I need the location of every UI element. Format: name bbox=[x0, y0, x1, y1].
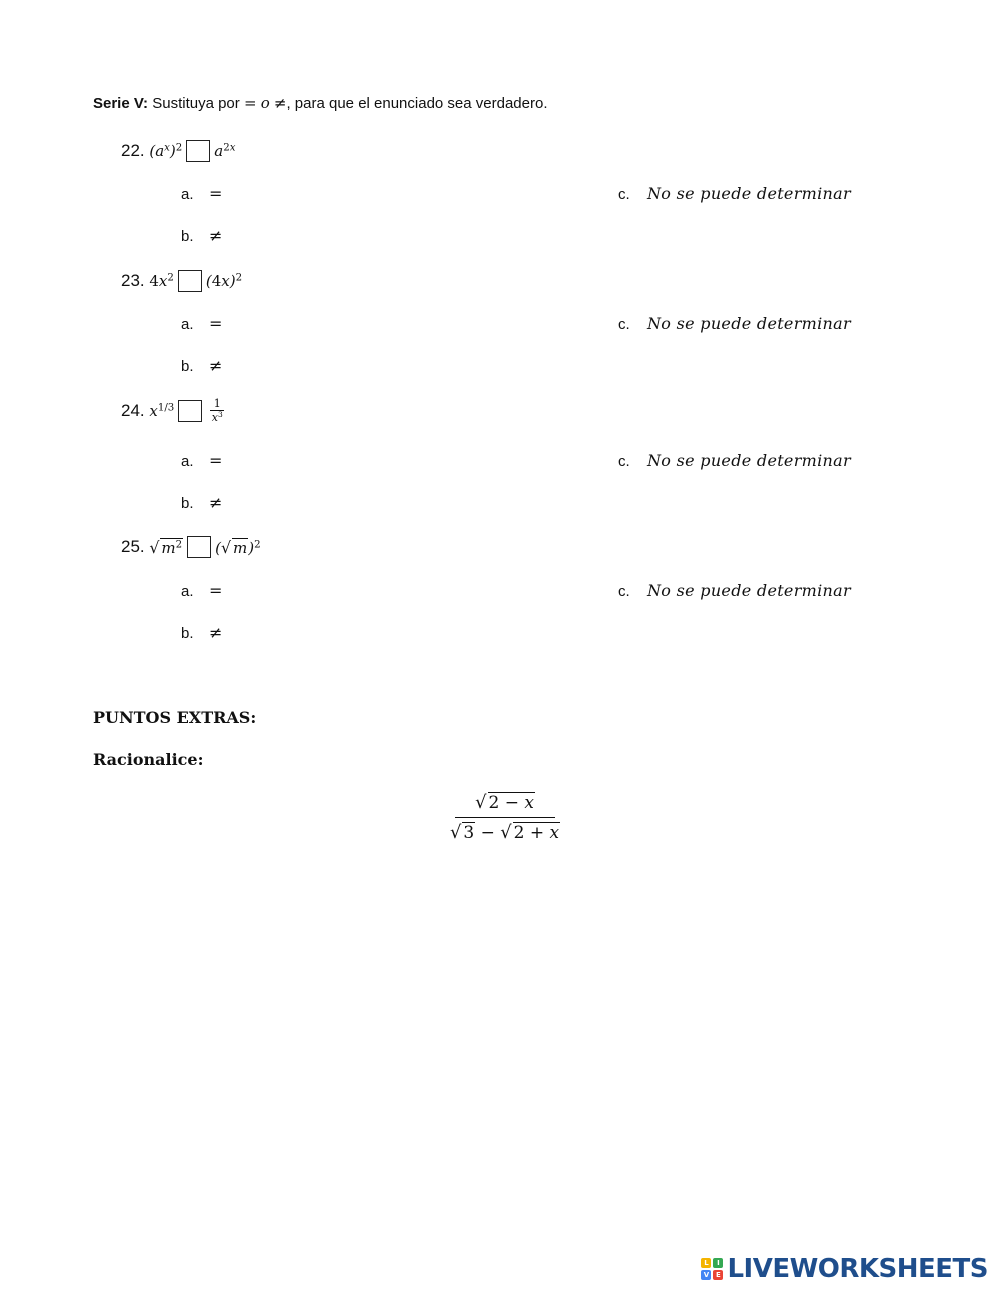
option-b[interactable]: ≠ bbox=[209, 226, 223, 245]
series-header bbox=[93, 94, 548, 112]
option-b[interactable]: ≠ bbox=[209, 623, 223, 642]
option-b-letter: b. bbox=[181, 228, 194, 245]
numerator: √ 2 − x bbox=[475, 792, 534, 813]
option-a[interactable]: = bbox=[209, 581, 223, 600]
not-equals-symbol: ≠ bbox=[273, 94, 287, 112]
option-c-letter: c. bbox=[618, 316, 630, 333]
option-a-letter: a. bbox=[181, 186, 194, 203]
option-c[interactable]: No se puede determinar bbox=[647, 451, 851, 470]
expression-right: $a^{2x}$ bbox=[214, 142, 236, 160]
liveworksheets-logo bbox=[701, 1254, 988, 1284]
question-25 bbox=[121, 536, 261, 558]
extras-title: PUNTOS EXTRAS: bbox=[93, 708, 257, 727]
option-c-letter: c. bbox=[618, 583, 630, 600]
question-22 bbox=[121, 140, 235, 162]
logo-mark-icon: L I V E bbox=[701, 1258, 723, 1280]
answer-box[interactable] bbox=[178, 400, 202, 422]
option-a[interactable]: = bbox=[209, 314, 223, 333]
option-a-letter: a. bbox=[181, 316, 194, 333]
option-c[interactable]: No se puede determinar bbox=[647, 184, 851, 203]
or-symbol: o bbox=[260, 94, 270, 112]
expression-right: ( √ m )$^2$ bbox=[215, 537, 261, 557]
question-number: 24. bbox=[121, 400, 145, 420]
expression-left: √ $m^2$ bbox=[149, 537, 183, 557]
answer-box[interactable] bbox=[187, 536, 211, 558]
option-a[interactable]: = bbox=[209, 184, 223, 203]
extras-instruction: Racionalice: bbox=[93, 750, 204, 769]
expression-right: $\frac{1}{x^3}$ bbox=[211, 397, 223, 424]
denominator: √ 3 − √ 2 + x bbox=[450, 822, 560, 843]
option-c[interactable]: No se puede determinar bbox=[647, 581, 851, 600]
expression-left: $4x^2$ bbox=[149, 272, 174, 290]
option-a-letter: a. bbox=[181, 583, 194, 600]
fraction-bar bbox=[455, 817, 555, 818]
option-a-letter: a. bbox=[181, 453, 194, 470]
question-number: 22. bbox=[121, 141, 145, 160]
option-b-letter: b. bbox=[181, 625, 194, 642]
option-c-letter: c. bbox=[618, 453, 630, 470]
question-number: 25. bbox=[121, 537, 145, 556]
option-b[interactable]: ≠ bbox=[209, 356, 223, 375]
option-c-letter: c. bbox=[618, 186, 630, 203]
question-24 bbox=[121, 398, 224, 423]
rationalize-expression bbox=[450, 792, 560, 843]
series-instruction-pre: Sustituya por bbox=[152, 95, 240, 112]
series-instruction-post: , para que el enunciado sea verdadero. bbox=[286, 95, 548, 112]
question-23 bbox=[121, 270, 242, 292]
expression-left: $x^{1/3}$ bbox=[149, 401, 175, 420]
expression-right: $(4x)^2$ bbox=[205, 272, 243, 290]
option-b-letter: b. bbox=[181, 495, 194, 512]
series-label: Serie V: bbox=[93, 95, 149, 112]
question-number: 23. bbox=[121, 271, 145, 290]
option-b[interactable]: ≠ bbox=[209, 493, 223, 512]
option-a[interactable]: = bbox=[209, 451, 223, 470]
logo-text: LIVEWORKSHEETS bbox=[727, 1254, 988, 1284]
answer-box[interactable] bbox=[178, 270, 202, 292]
answer-box[interactable] bbox=[186, 140, 210, 162]
option-c[interactable]: No se puede determinar bbox=[647, 314, 851, 333]
option-b-letter: b. bbox=[181, 358, 194, 375]
equals-symbol: = bbox=[243, 94, 257, 112]
expression-left: $(a^x)^2$ bbox=[149, 142, 183, 160]
